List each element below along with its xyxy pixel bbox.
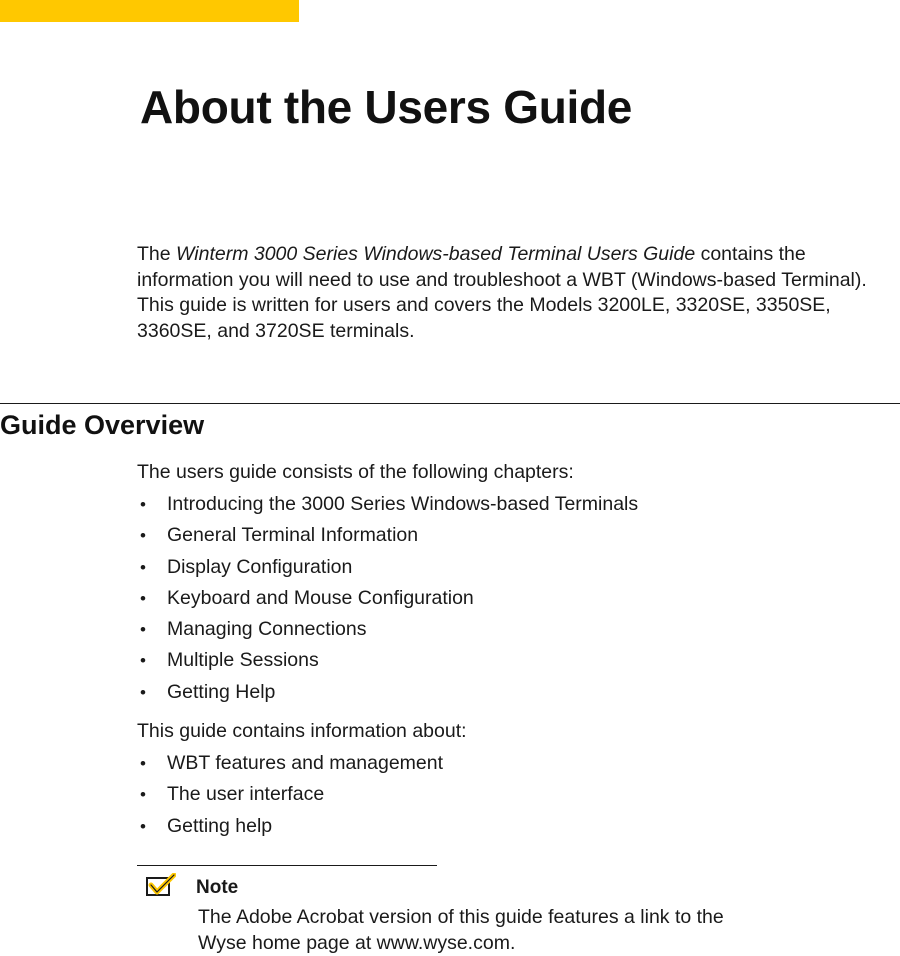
bullet-icon: • <box>140 651 146 671</box>
page-title: About the Users Guide <box>140 81 633 133</box>
list-item <box>137 677 638 708</box>
list-item-text: General Terminal Information <box>167 524 419 547</box>
bullet-icon: • <box>140 620 146 640</box>
list-item-text: Getting Help <box>167 680 276 703</box>
chapter-list <box>137 489 638 708</box>
list-item <box>137 583 638 614</box>
intro-rest: contains the information you will need to use and troubleshoot a WBT (Windows-based Terminal). This guide is written for users and covers the Models 3200LE, 3320SE, 3350SE, 3360SE, and 3720SE terminals. <box>137 243 867 342</box>
note-label: Note <box>196 877 239 898</box>
list-item <box>137 811 443 842</box>
list-item-text: WBT features and management <box>167 752 444 774</box>
bullet-icon: • <box>140 754 146 773</box>
list-item-text: The user interface <box>167 783 325 806</box>
list-item-text: Getting help <box>167 814 273 837</box>
checkmark-note-icon <box>146 873 176 897</box>
intro-lead: The <box>137 243 177 265</box>
bullet-icon: • <box>140 526 146 546</box>
bullet-icon: • <box>140 557 146 577</box>
list-item <box>137 645 638 676</box>
header-accent-bar <box>0 0 299 22</box>
bullet-icon: • <box>140 588 146 608</box>
bullet-icon: • <box>140 785 146 805</box>
list-item <box>137 552 638 583</box>
topic-list <box>137 748 443 842</box>
note-divider <box>137 865 437 866</box>
list-item-text: Multiple Sessions <box>167 649 319 672</box>
topics-intro: This guide contains information about: <box>137 720 467 742</box>
list-item <box>137 614 638 645</box>
bullet-icon: • <box>140 495 146 514</box>
list-item <box>137 748 443 779</box>
section-heading: Guide Overview <box>0 410 205 440</box>
note-text: The Adobe Acrobat version of this guide features a link to the Wyse home page at www.wyse.com. <box>198 906 724 954</box>
list-item-text: Display Configuration <box>167 555 353 578</box>
chapters-intro: The users guide consists of the following chapters: <box>137 461 574 483</box>
list-item-text: Introducing the 3000 Series Windows-based Terminals <box>167 493 639 515</box>
bullet-icon: • <box>140 816 146 836</box>
intro-paragraph <box>137 242 897 344</box>
list-item-text: Managing Connections <box>167 618 367 641</box>
section-divider <box>0 403 900 404</box>
list-item <box>137 489 638 520</box>
list-item <box>137 520 638 551</box>
list-item <box>137 779 443 810</box>
intro-book-title: Winterm 3000 Series Windows-based Terminal Users Guide <box>176 243 696 265</box>
list-item-text: Keyboard and Mouse Configuration <box>167 586 474 609</box>
bullet-icon: • <box>140 682 146 702</box>
